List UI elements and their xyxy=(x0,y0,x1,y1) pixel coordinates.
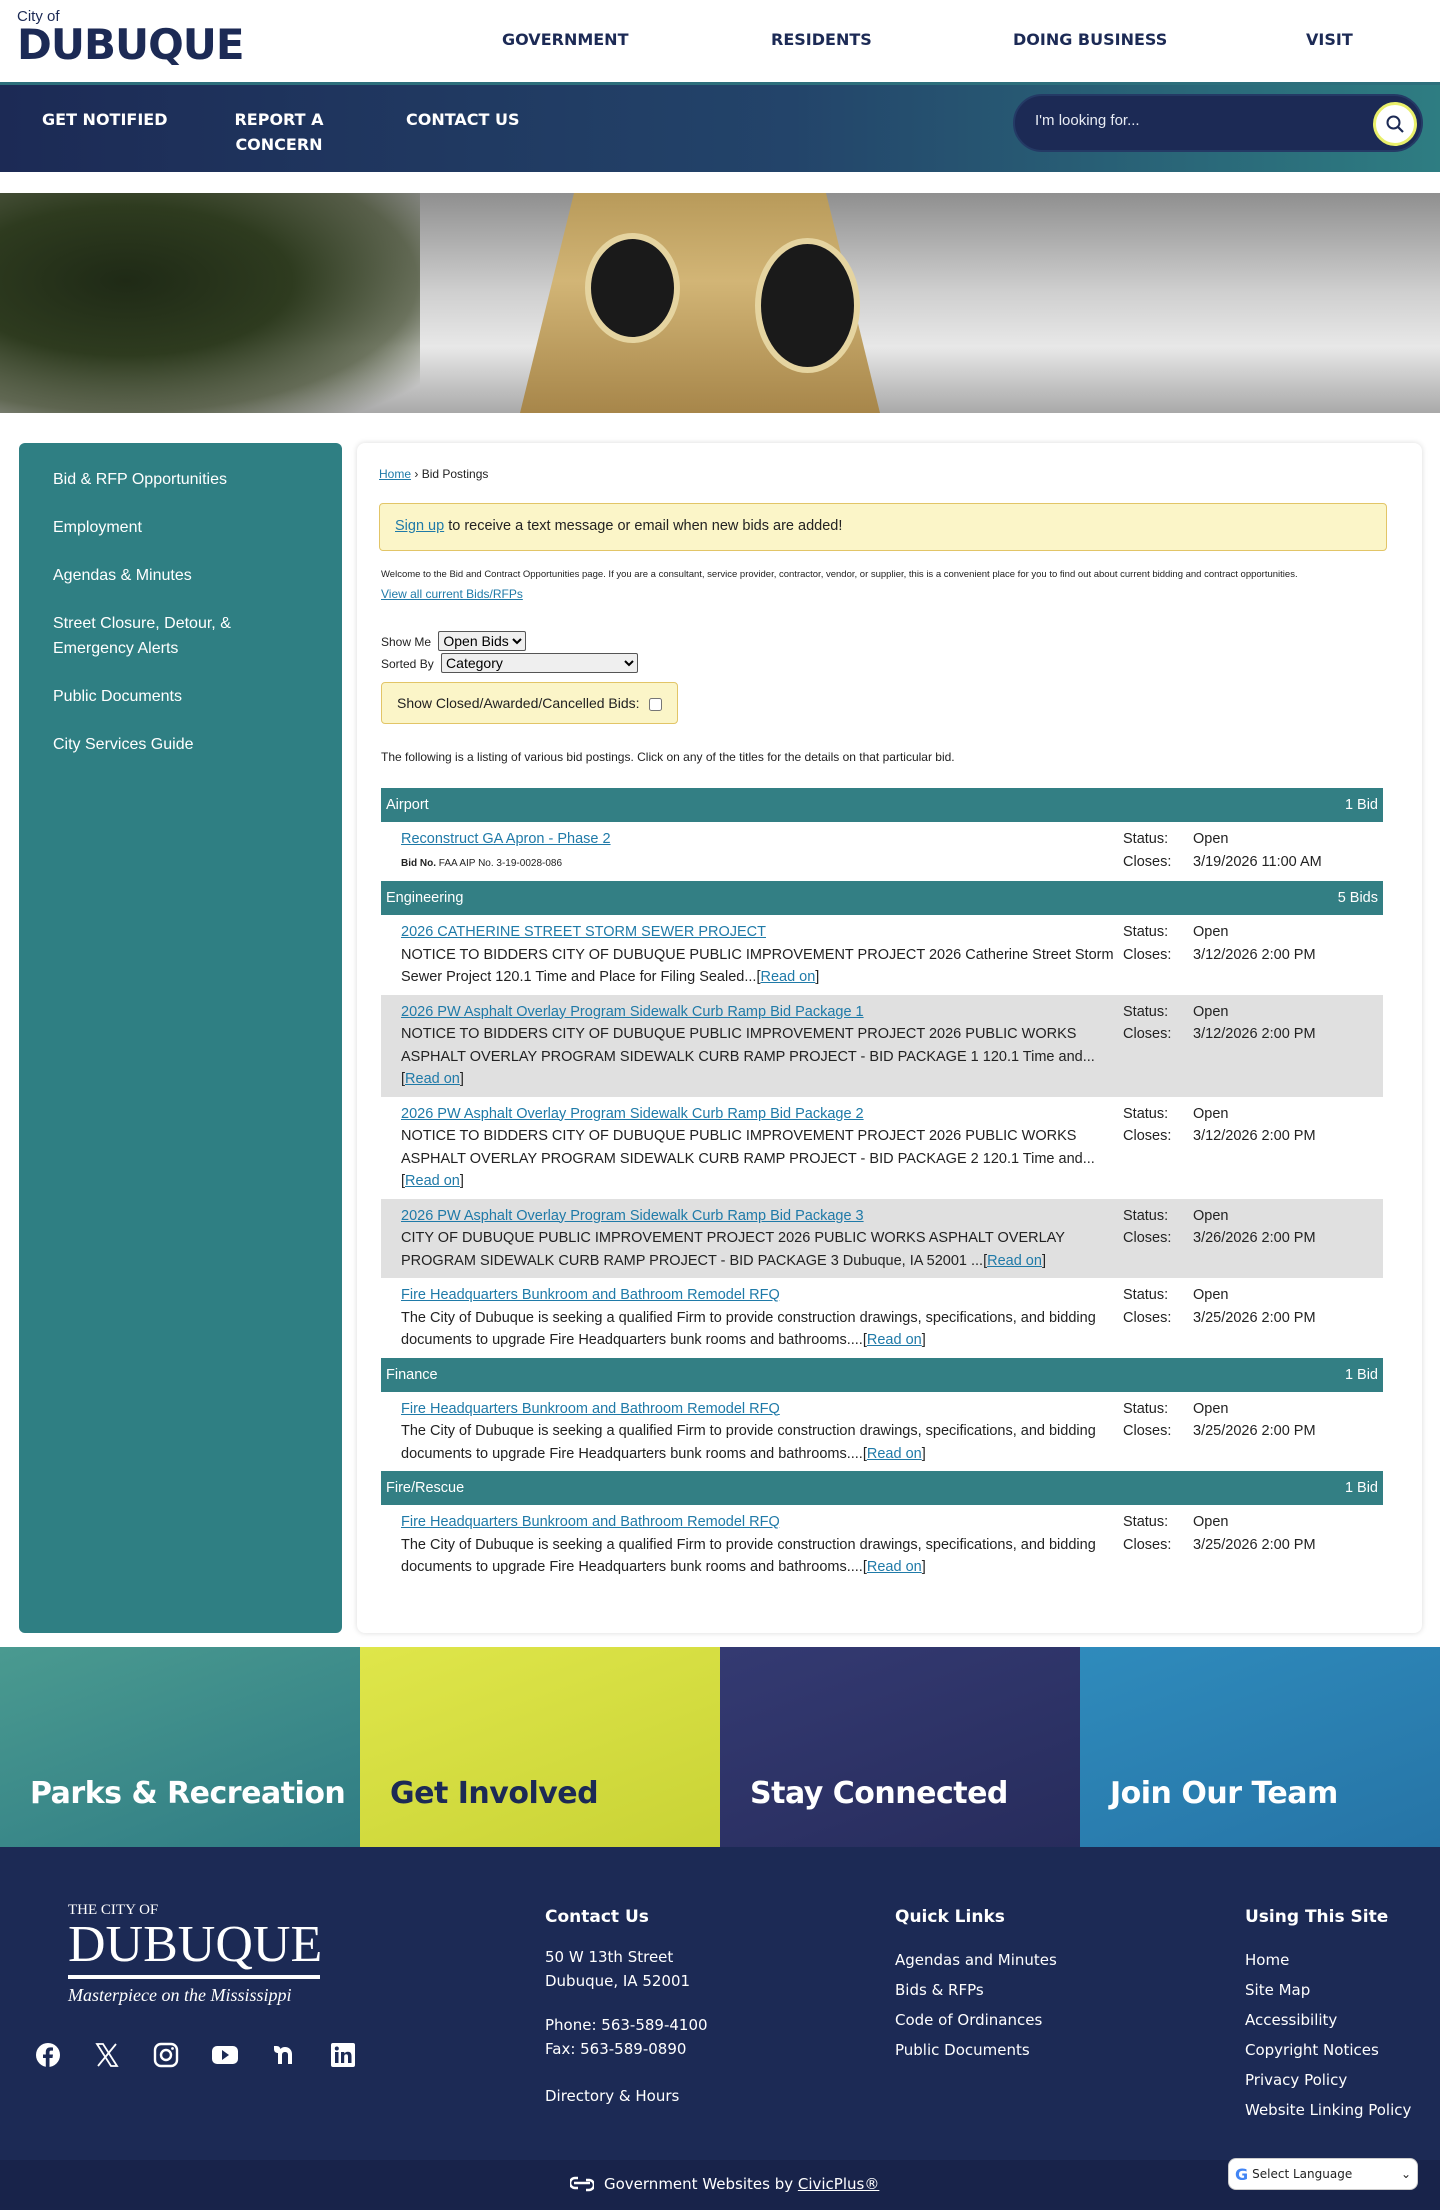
city-logo[interactable] xyxy=(17,8,244,69)
tile-label: Join Our Team xyxy=(1110,1776,1338,1811)
bid-description: The City of Dubuque is seeking a qualified Firm to provide construction drawings, specifications, and bidding documents to upgrade Fire Headquarters bunk rooms and bathrooms.... xyxy=(401,1309,1096,1348)
listing-intro: The following is a listing of various bid postings. Click on any of the titles for the details on that particular bid. xyxy=(381,750,955,764)
category-header xyxy=(381,1471,1383,1505)
bid-title-link[interactable]: 2026 PW Asphalt Overlay Program Sidewalk Curb Ramp Bid Package 3 xyxy=(401,1207,864,1224)
bid-no-label: Bid No. xyxy=(401,857,436,869)
bid-summary: Fire Headquarters Bunkroom and Bathroom Remodel RFQ The City of Dubuque is seeking a qualified Firm to provide construction drawings, specifications, and bidding documents to upgrade Fire Headquarters bunk rooms and bathrooms....[Read on] xyxy=(401,1514,1096,1575)
secondary-nav-bar xyxy=(0,82,1440,172)
tile-label: Get Involved xyxy=(390,1776,599,1811)
bid-summary: Fire Headquarters Bunkroom and Bathroom Remodel RFQ The City of Dubuque is seeking a qualified Firm to provide construction drawings, specifications, and bidding documents to upgrade Fire Headquarters bunk rooms and bathrooms....[Read on] xyxy=(401,1287,1096,1348)
category-header xyxy=(381,881,1383,915)
closes-label: Closes: xyxy=(1123,1026,1172,1042)
tile-stay-connected[interactable] xyxy=(720,1647,1080,1847)
status-label: Status: xyxy=(1123,831,1169,847)
breadcrumb-current: Bid Postings xyxy=(421,467,489,481)
bid-meta xyxy=(1123,1097,1383,1199)
category-name: Fire/Rescue xyxy=(381,1471,1123,1505)
table-row xyxy=(381,915,1383,995)
show-closed-label: Show Closed/Awarded/Cancelled Bids: xyxy=(397,695,640,711)
category-count: 1 Bid xyxy=(1123,1358,1383,1392)
signup-alert-text: to receive a text message or email when new bids are added! xyxy=(444,518,843,534)
closes-value: 3/19/2026 11:00 AM xyxy=(1193,853,1322,870)
footer-contact-heading: Contact Us xyxy=(545,1907,649,1927)
footer-logo-line1: THE CITY OF xyxy=(68,1902,159,1918)
closes-label: Closes: xyxy=(1123,1536,1172,1553)
footer-city-logo[interactable] xyxy=(68,1902,323,2006)
read-on-link[interactable]: Read on xyxy=(405,1173,460,1189)
bid-description: The City of Dubuque is seeking a qualified Firm to provide construction drawings, specifications, and bidding documents to upgrade Fire Headquarters bunk rooms and bathrooms.... xyxy=(401,1423,1096,1462)
table-row xyxy=(381,995,1383,1097)
sidebar-item-bids[interactable]: Bid & RFP Opportunities xyxy=(53,471,228,488)
footer-link-public-documents[interactable]: Public Documents xyxy=(895,2041,1030,2059)
view-all-bids-link[interactable]: View all current Bids/RFPs xyxy=(381,587,523,601)
tile-parks-recreation[interactable] xyxy=(0,1647,360,1847)
linkedin-icon[interactable] xyxy=(328,2040,357,2069)
sorted-by-select[interactable] xyxy=(441,653,638,673)
logo-big-text: DUBUQUE xyxy=(17,20,244,69)
footer-directory-link[interactable]: Directory & Hours xyxy=(545,2087,680,2105)
table-row xyxy=(381,1278,1383,1358)
hero-banner-image xyxy=(0,193,1440,413)
bid-title-link[interactable]: 2026 CATHERINE STREET STORM SEWER PROJECT xyxy=(401,924,766,940)
instagram-icon[interactable] xyxy=(151,2040,180,2069)
nav-government[interactable]: GOVERNMENT xyxy=(502,30,629,49)
bid-title-link[interactable]: 2026 PW Asphalt Overlay Program Sidewalk Curb Ramp Bid Package 1 xyxy=(401,1003,864,1020)
closes-label: Closes: xyxy=(1123,1230,1172,1246)
closes-label: Closes: xyxy=(1123,1128,1172,1144)
closes-label: Closes: xyxy=(1123,1423,1172,1439)
closes-label: Closes: xyxy=(1123,1309,1172,1326)
language-select[interactable] xyxy=(1228,2158,1418,2190)
status-value: Open xyxy=(1193,1514,1229,1530)
status-value: Open xyxy=(1193,1105,1229,1122)
category-name: Airport xyxy=(381,788,1123,822)
sidebar-nav xyxy=(19,443,342,1633)
closes-value: 3/12/2026 2:00 PM xyxy=(1193,946,1316,963)
footer-link-copyright[interactable]: Copyright Notices xyxy=(1245,2041,1379,2059)
footer-quick-links xyxy=(895,1907,1057,2065)
google-g-icon: G xyxy=(1235,2164,1249,2184)
nav-get-notified[interactable]: GET NOTIFIED xyxy=(42,110,168,129)
bid-title-link[interactable]: Fire Headquarters Bunkroom and Bathroom Remodel RFQ xyxy=(401,1514,780,1530)
civicplus-link[interactable]: CivicPlus® xyxy=(797,2175,880,2193)
footer-link-site-map[interactable]: Site Map xyxy=(1245,1981,1311,1999)
show-me-label: Show Me xyxy=(381,635,432,649)
footer-using-site xyxy=(1245,1907,1411,2125)
bid-meta xyxy=(1123,1392,1383,1472)
sidebar-item-city-services[interactable]: City Services Guide xyxy=(53,736,194,753)
tile-join-our-team[interactable] xyxy=(1080,1647,1440,1847)
read-on-link[interactable]: Read on xyxy=(866,1332,922,1348)
bid-meta xyxy=(1123,1505,1383,1585)
bid-no-value: FAA AIP No. 3-19-0028-086 xyxy=(438,857,563,869)
read-on-link[interactable]: Read on xyxy=(866,1559,922,1575)
show-closed-checkbox[interactable] xyxy=(649,698,662,711)
status-value: Open xyxy=(1193,1207,1229,1224)
bid-title-link[interactable]: Reconstruct GA Apron - Phase 2 xyxy=(401,831,611,847)
language-select-label: Select Language xyxy=(1252,2167,1353,2181)
bid-description: CITY OF DUBUQUE PUBLIC IMPROVEMENT PROJECT 2026 PUBLIC WORKS ASPHALT OVERLAY PROGRAM SIDEWALK CURB RAMP PROJECT - BID PACKAGE 3 Dubuque, IA 52001 ... xyxy=(401,1230,1065,1269)
status-value: Open xyxy=(1193,1287,1229,1303)
facebook-icon[interactable] xyxy=(33,2040,62,2069)
nav-report-concern[interactable]: REPORT A CONCERN xyxy=(234,110,324,154)
bid-summary: 2026 PW Asphalt Overlay Program Sidewalk Curb Ramp Bid Package 1 NOTICE TO BIDDERS CITY OF DUBUQUE PUBLIC IMPROVEMENT PROJECT 2026 PUBLIC WORKS ASPHALT OVERLAY PROGRAM SIDEWALK CURB RAMP PROJECT - BID PACKAGE 1 120.1 Time and...[Read on] xyxy=(381,995,1123,1097)
status-value: Open xyxy=(1193,1400,1229,1417)
footer-link-accessibility[interactable]: Accessibility xyxy=(1245,2011,1338,2029)
logo-small-text: City of xyxy=(17,8,60,25)
footer-link-agendas[interactable]: Agendas and Minutes xyxy=(895,1951,1057,1969)
civicplus-icon xyxy=(570,2176,594,2192)
feature-tiles xyxy=(0,1647,1440,1847)
signup-alert xyxy=(379,503,1387,551)
footer-bottom-bar xyxy=(0,2160,1440,2210)
bid-summary: Fire Headquarters Bunkroom and Bathroom Remodel RFQ The City of Dubuque is seeking a qualified Firm to provide construction drawings, specifications, and bidding documents to upgrade Fire Headquarters bunk rooms and bathrooms....[Read on] xyxy=(401,1400,1096,1462)
bid-meta xyxy=(1123,995,1383,1097)
sorted-by-label: Sorted By xyxy=(381,657,434,671)
bid-meta xyxy=(1123,915,1383,995)
footer-link-privacy[interactable]: Privacy Policy xyxy=(1245,2071,1348,2089)
status-label: Status: xyxy=(1123,1287,1169,1303)
nav-doing-business[interactable]: DOING BUSINESS xyxy=(1013,30,1168,49)
bid-description: The City of Dubuque is seeking a qualified Firm to provide construction drawings, specifications, and bidding documents to upgrade Fire Headquarters bunk rooms and bathrooms.... xyxy=(401,1536,1096,1575)
footer-link-bids[interactable]: Bids & RFPs xyxy=(895,1981,984,1999)
category-count: 5 Bids xyxy=(1123,881,1383,915)
category-header xyxy=(381,1358,1383,1392)
bid-title-link[interactable]: Fire Headquarters Bunkroom and Bathroom Remodel RFQ xyxy=(401,1287,780,1303)
youtube-icon[interactable] xyxy=(210,2040,239,2069)
search-icon xyxy=(1385,114,1405,134)
closes-value: 3/25/2026 2:00 PM xyxy=(1193,1536,1316,1553)
footer-link-home[interactable]: Home xyxy=(1245,1951,1290,1969)
bid-description: NOTICE TO BIDDERS CITY OF DUBUQUE PUBLIC IMPROVEMENT PROJECT 2026 PUBLIC WORKS ASPHALT OVERLAY PROGRAM SIDEWALK CURB RAMP PROJECT - BID PACKAGE 2 120.1 Time and... xyxy=(401,1128,1095,1167)
hero-clock-face xyxy=(585,233,680,343)
footer-fax: Fax: 563-589-0890 xyxy=(545,2040,687,2058)
breadcrumb xyxy=(379,467,1387,481)
bid-summary xyxy=(381,822,1123,881)
sorted-by-filter xyxy=(381,653,1387,673)
footer-address-line2: Dubuque, IA 52001 xyxy=(545,1972,691,1990)
bid-description: NOTICE TO BIDDERS CITY OF DUBUQUE PUBLIC IMPROVEMENT PROJECT 2026 PUBLIC WORKS ASPHALT OVERLAY PROGRAM SIDEWALK CURB RAMP PROJECT - BID PACKAGE 1 120.1 Time and... xyxy=(401,1026,1095,1065)
site-search xyxy=(1013,94,1423,152)
status-value: Open xyxy=(1193,1003,1229,1020)
table-row xyxy=(381,1097,1383,1199)
footer-contact xyxy=(545,1907,708,2111)
category-name: Finance xyxy=(381,1358,1123,1392)
breadcrumb-home[interactable]: Home xyxy=(379,467,412,481)
nav-visit[interactable]: VISIT xyxy=(1306,30,1353,49)
search-input[interactable] xyxy=(1035,112,1335,129)
footer-logo-line2: DUBUQUE xyxy=(68,1919,320,1979)
show-me-filter xyxy=(381,631,1387,651)
read-on-link[interactable]: Read on xyxy=(405,1071,460,1087)
status-label: Status: xyxy=(1123,924,1169,940)
nextdoor-icon[interactable] xyxy=(269,2040,298,2069)
tile-label: Parks & Recreation xyxy=(30,1776,346,1811)
bid-summary: 2026 PW Asphalt Overlay Program Sidewalk Curb Ramp Bid Package 2 NOTICE TO BIDDERS CITY OF DUBUQUE PUBLIC IMPROVEMENT PROJECT 2026 PUBLIC WORKS ASPHALT OVERLAY PROGRAM SIDEWALK CURB RAMP PROJECT - BID PACKAGE 2 120.1 Time and...[Read on] xyxy=(401,1105,1095,1189)
footer-address-line1: 50 W 13th Street xyxy=(545,1948,674,1966)
footer-using-site-heading: Using This Site xyxy=(1245,1907,1389,1927)
status-label: Status: xyxy=(1123,1514,1169,1530)
category-count: 1 Bid xyxy=(1123,788,1383,822)
footer-link-linking-policy[interactable]: Website Linking Policy xyxy=(1245,2101,1412,2119)
footer-quick-links-heading: Quick Links xyxy=(895,1907,1005,1927)
footer-link-code[interactable]: Code of Ordinances xyxy=(895,2011,1043,2029)
closes-value: 3/26/2026 2:00 PM xyxy=(1193,1230,1316,1246)
hero-clock-face xyxy=(755,238,860,373)
site-header xyxy=(0,0,1440,82)
sidebar-item-public-documents[interactable]: Public Documents xyxy=(53,688,182,705)
hero-foliage xyxy=(0,193,420,413)
read-on-link[interactable]: Read on xyxy=(866,1445,922,1462)
bid-meta xyxy=(1123,1278,1383,1358)
footer-logo-tagline: Masterpiece on the Mississippi xyxy=(68,1985,292,2005)
tile-label: Stay Connected xyxy=(750,1776,1008,1811)
search-button[interactable] xyxy=(1373,102,1417,146)
nav-residents[interactable]: RESIDENTS xyxy=(771,30,872,49)
closes-value: 3/12/2026 2:00 PM xyxy=(1193,1128,1316,1144)
bid-listing-table xyxy=(381,788,1383,1585)
site-footer xyxy=(0,1847,1440,2160)
status-value: Open xyxy=(1193,831,1229,847)
bid-summary: 2026 CATHERINE STREET STORM SEWER PROJECT NOTICE TO BIDDERS CITY OF DUBUQUE PUBLIC IMPROVEMENT PROJECT 2026 Catherine Street Storm Sewer Project 120.1 Time and Place for Filing Sealed...[Read on] xyxy=(401,924,1114,985)
credit-text: Government Websites by xyxy=(604,2175,798,2193)
bid-summary: 2026 PW Asphalt Overlay Program Sidewalk Curb Ramp Bid Package 3 CITY OF DUBUQUE PUBLIC IMPROVEMENT PROJECT 2026 PUBLIC WORKS ASPHALT OVERLAY PROGRAM SIDEWALK CURB RAMP PROJECT - BID PACKAGE 3 Dubuque, IA 52001 ...[Read on] xyxy=(381,1199,1123,1279)
table-row xyxy=(381,1199,1383,1279)
read-on-link[interactable]: Read on xyxy=(987,1252,1042,1269)
bid-title-link[interactable]: 2026 PW Asphalt Overlay Program Sidewalk Curb Ramp Bid Package 2 xyxy=(401,1105,864,1122)
signup-link[interactable]: Sign up xyxy=(395,518,445,534)
bid-title-link[interactable]: Fire Headquarters Bunkroom and Bathroom Remodel RFQ xyxy=(401,1400,780,1417)
bid-meta xyxy=(1123,1199,1383,1279)
civicplus-credit xyxy=(570,2175,879,2193)
status-value: Open xyxy=(1193,924,1229,940)
sidebar-item-employment[interactable]: Employment xyxy=(53,519,142,536)
status-label: Status: xyxy=(1123,1003,1169,1020)
chevron-down-icon: ⌄ xyxy=(1400,2167,1411,2181)
x-icon[interactable] xyxy=(92,2040,121,2069)
tile-get-involved[interactable] xyxy=(360,1647,720,1847)
footer-phone: Phone: 563-589-4100 xyxy=(545,2016,708,2034)
sidebar-item-street-closure[interactable]: Street Closure, Detour, & Emergency Alerts xyxy=(53,615,231,657)
category-header xyxy=(381,788,1383,822)
breadcrumb-separator: › xyxy=(414,467,419,481)
status-label: Status: xyxy=(1123,1105,1169,1122)
show-closed-box xyxy=(381,682,678,724)
bid-description: NOTICE TO BIDDERS CITY OF DUBUQUE PUBLIC IMPROVEMENT PROJECT 2026 Catherine Street Storm Sewer Project 120.1 Time and Place for Filing Sealed... xyxy=(401,946,1114,985)
table-row xyxy=(381,1392,1383,1472)
status-label: Status: xyxy=(1123,1207,1169,1224)
category-count: 1 Bid xyxy=(1123,1471,1383,1505)
closes-value: 3/12/2026 2:00 PM xyxy=(1193,1026,1316,1042)
status-label: Status: xyxy=(1123,1400,1169,1417)
table-row xyxy=(381,1505,1383,1585)
read-on-link[interactable]: Read on xyxy=(760,969,816,985)
table-row xyxy=(381,822,1383,881)
closes-label: Closes: xyxy=(1123,853,1172,870)
bid-meta xyxy=(1123,822,1383,881)
category-name: Engineering xyxy=(381,881,1123,915)
welcome-text: Welcome to the Bid and Contract Opportunities page. If you are a consultant, service provider, contractor, vendor, or supplier, this is a convenient place for you to find out about current bidding and contract opportunities. xyxy=(381,569,1298,580)
social-links xyxy=(33,2040,357,2069)
bid-postings-content xyxy=(357,443,1422,1633)
closes-value: 3/25/2026 2:00 PM xyxy=(1193,1423,1316,1439)
nav-contact-us[interactable]: CONTACT US xyxy=(406,110,520,129)
closes-label: Closes: xyxy=(1123,946,1172,963)
show-me-select[interactable] xyxy=(438,631,526,651)
closes-value: 3/25/2026 2:00 PM xyxy=(1193,1309,1316,1326)
sidebar-item-agendas[interactable]: Agendas & Minutes xyxy=(53,567,192,584)
